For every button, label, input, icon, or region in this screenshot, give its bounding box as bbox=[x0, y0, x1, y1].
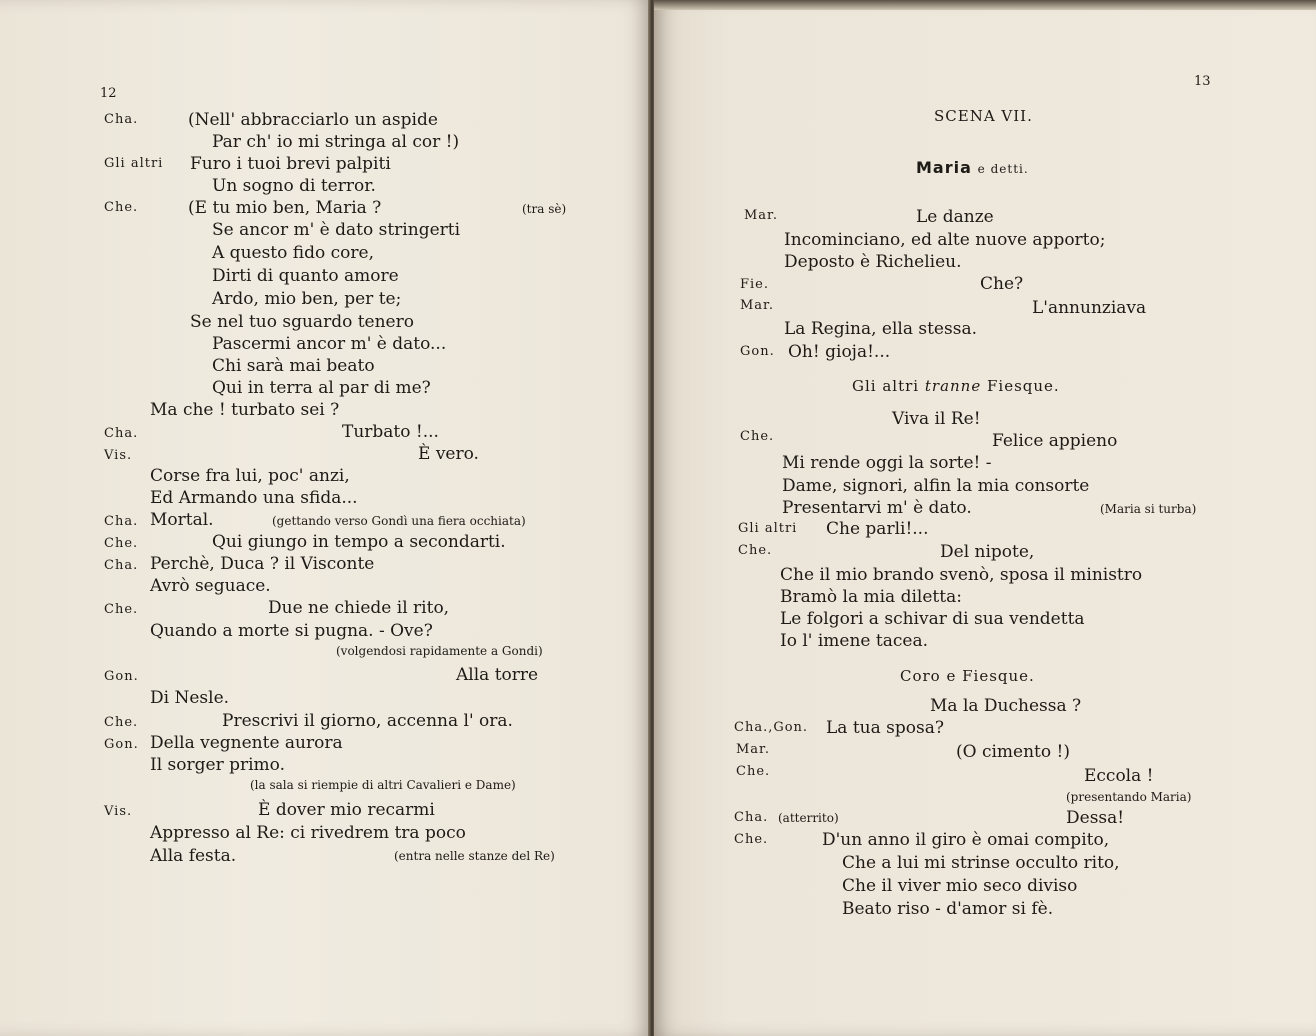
stage-direction: (entra nelle stanze del Re) bbox=[394, 849, 555, 863]
speaker-label: Che. bbox=[734, 832, 769, 847]
verse-line: Le folgori a schivar di sua vendetta bbox=[780, 609, 1085, 629]
stage-direction: (la sala si riempie di altri Cavalieri e Dame) bbox=[250, 778, 516, 792]
speaker-label: Fie. bbox=[740, 277, 770, 292]
verse-line: Beato riso - d'amor si fè. bbox=[842, 899, 1054, 919]
scene-cast-rest: e detti. bbox=[977, 162, 1029, 176]
verse-line: Qui in terra al par di me? bbox=[212, 378, 431, 398]
speaker-label: Che. bbox=[736, 764, 771, 779]
verse-line: Ed Armando una sfida... bbox=[150, 488, 358, 508]
scene-cast bbox=[916, 158, 1029, 179]
speaker-label: Mar. bbox=[736, 742, 770, 757]
verse-line: Oh! gioja!... bbox=[788, 342, 891, 362]
speaker-label: Gli altri bbox=[104, 156, 164, 171]
verse-line: Le danze bbox=[916, 207, 994, 227]
right-page bbox=[654, 0, 1316, 1036]
verse-line: La Regina, ella stessa. bbox=[784, 319, 977, 339]
verse-line: Mortal. bbox=[150, 510, 214, 530]
verse-line: Che il mio brando svenò, sposa il ministro bbox=[780, 565, 1143, 585]
stage-direction: (tra sè) bbox=[522, 202, 567, 216]
verse-line: (O cimento !) bbox=[956, 742, 1070, 762]
verse-line: D'un anno il giro è omai compito, bbox=[822, 830, 1110, 850]
stage-direction: (presentando Maria) bbox=[1066, 790, 1192, 804]
stage-direction: (atterrito) bbox=[778, 811, 839, 825]
verse-line: Deposto è Richelieu. bbox=[784, 252, 962, 272]
verse-line: Dame, signori, alfin la mia consorte bbox=[782, 476, 1090, 496]
verse-line: Di Nesle. bbox=[150, 688, 230, 708]
speaker-label: Gli altri bbox=[738, 521, 798, 536]
verse-line: Il sorger primo. bbox=[150, 755, 286, 775]
verse-line: È dover mio recarmi bbox=[258, 800, 435, 820]
chorus-heading bbox=[852, 376, 1060, 396]
verse-line: Avrò seguace. bbox=[150, 576, 271, 596]
verse-line: Un sogno di terror. bbox=[212, 176, 376, 196]
verse-line: Dirti di quanto amore bbox=[212, 266, 399, 286]
speaker-label: Cha. bbox=[104, 514, 139, 529]
speaker-label: Vis. bbox=[104, 448, 133, 463]
scene-cast-name: Maria bbox=[916, 158, 972, 177]
speaker-label: Che. bbox=[104, 200, 139, 215]
speaker-label: Mar. bbox=[740, 298, 774, 313]
verse-line: Corse fra lui, poc' anzi, bbox=[150, 466, 350, 486]
verse-line: A questo fido core, bbox=[212, 243, 374, 263]
speaker-label: Cha.,Gon. bbox=[734, 720, 809, 735]
verse-line: (Nell' abbracciarlo un aspide bbox=[188, 110, 438, 130]
verse-line: Qui giungo in tempo a secondarti. bbox=[212, 532, 506, 552]
page-number: 12 bbox=[100, 86, 117, 101]
scene-title: SCENA VII. bbox=[934, 107, 1033, 125]
page-top-edge bbox=[654, 0, 1316, 10]
heading-part: Fiesque. bbox=[987, 377, 1060, 395]
verse-line: La tua sposa? bbox=[826, 718, 944, 738]
verse-line: Ardo, mio ben, per te; bbox=[212, 289, 402, 309]
speaker-label: Che. bbox=[738, 543, 773, 558]
verse-line: Che il viver mio seco diviso bbox=[842, 876, 1078, 896]
verse-line: Che a lui mi strinse occulto rito, bbox=[842, 853, 1120, 873]
verse-line: Chi sarà mai beato bbox=[212, 356, 375, 376]
verse-line: Della vegnente aurora bbox=[150, 733, 343, 753]
verse-line: Par ch' io mi stringa al cor !) bbox=[212, 132, 460, 152]
speaker-label: Che. bbox=[740, 429, 775, 444]
verse-line: È vero. bbox=[418, 444, 479, 464]
verse-line: Io l' imene tacea. bbox=[780, 631, 928, 651]
verse-line: Prescrivi il giorno, accenna l' ora. bbox=[222, 711, 513, 731]
verse-line: Se ancor m' è dato stringerti bbox=[212, 220, 461, 240]
verse-line: Viva il Re! bbox=[892, 409, 981, 429]
speaker-label: Cha. bbox=[104, 426, 139, 441]
left-page bbox=[0, 0, 650, 1036]
verse-line: Che parli!... bbox=[826, 519, 929, 539]
heading-part: Gli altri bbox=[852, 377, 920, 395]
speaker-label: Che. bbox=[104, 602, 139, 617]
verse-line: Dessa! bbox=[1066, 808, 1125, 828]
verse-line: Bramò la mia diletta: bbox=[780, 587, 962, 607]
speaker-label: Vis. bbox=[104, 804, 133, 819]
speaker-label: Gon. bbox=[104, 737, 139, 752]
verse-line: Appresso al Re: ci rivedrem tra poco bbox=[150, 823, 466, 843]
stage-direction: (Maria si turba) bbox=[1100, 502, 1197, 516]
verse-line: Alla festa. bbox=[150, 846, 237, 866]
stage-direction: (volgendosi rapidamente a Gondi) bbox=[336, 644, 543, 658]
verse-line: Eccola ! bbox=[1084, 766, 1154, 786]
verse-line: Felice appieno bbox=[992, 431, 1118, 451]
speaker-label: Cha. bbox=[734, 810, 769, 825]
speaker-label: Che. bbox=[104, 536, 139, 551]
verse-line: Incominciano, ed alte nuove apporto; bbox=[784, 230, 1106, 250]
verse-line: Se nel tuo sguardo tenero bbox=[190, 312, 414, 332]
verse-line: Mi rende oggi la sorte! - bbox=[782, 453, 992, 473]
speaker-label: Gon. bbox=[740, 344, 775, 359]
verse-line: Furo i tuoi brevi palpiti bbox=[190, 154, 391, 174]
heading-part: tranne bbox=[924, 377, 982, 395]
speaker-label: Gon. bbox=[104, 669, 139, 684]
chorus-heading: Coro e Fiesque. bbox=[900, 667, 1035, 685]
verse-line: Turbato !... bbox=[342, 422, 439, 442]
speaker-label: Cha. bbox=[104, 112, 139, 127]
verse-line: Due ne chiede il rito, bbox=[268, 598, 450, 618]
verse-line: (E tu mio ben, Maria ? bbox=[188, 198, 382, 218]
speaker-label: Che. bbox=[104, 715, 139, 730]
verse-line: Pascermi ancor m' è dato... bbox=[212, 334, 447, 354]
verse-line: Del nipote, bbox=[940, 542, 1035, 562]
verse-line: Alla torre bbox=[456, 665, 539, 685]
page-number: 13 bbox=[1194, 74, 1211, 89]
verse-line: Quando a morte si pugna. - Ove? bbox=[150, 621, 433, 641]
verse-line: Ma la Duchessa ? bbox=[930, 696, 1082, 716]
speaker-label: Mar. bbox=[744, 208, 778, 223]
verse-line: Ma che ! turbato sei ? bbox=[150, 400, 340, 420]
verse-line: Che? bbox=[980, 274, 1024, 294]
stage-direction: (gettando verso Gondì una fiera occhiata) bbox=[272, 514, 526, 528]
speaker-label: Cha. bbox=[104, 558, 139, 573]
verse-line: Presentarvi m' è dato. bbox=[782, 498, 972, 518]
verse-line: Perchè, Duca ? il Visconte bbox=[150, 554, 375, 574]
verse-line: L'annunziava bbox=[1032, 298, 1147, 318]
